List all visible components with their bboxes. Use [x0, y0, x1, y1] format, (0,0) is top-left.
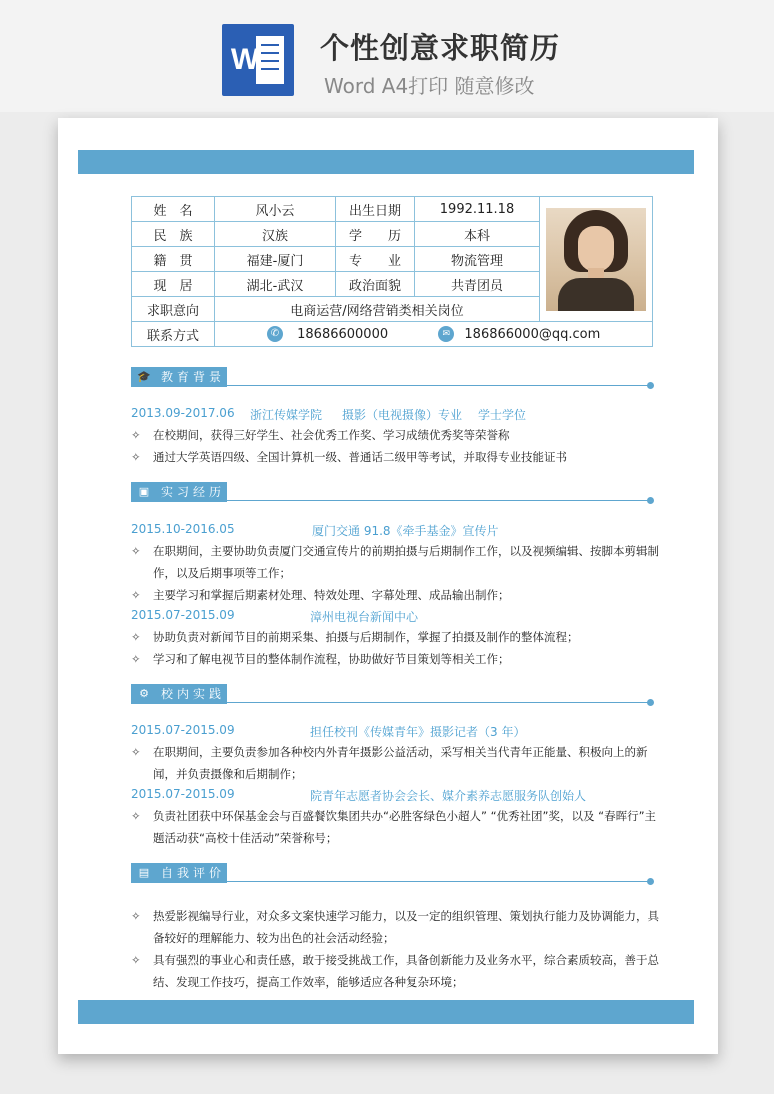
- edu-school: 浙江传媒学院: [250, 408, 323, 422]
- list-item: ✧ 具有强烈的事业心和责任感，敢于接受挑战工作，具备创新能力及业务水平，综合素质较高，善于总结、发现工作技巧，提高工作效率，能够适应各种复杂环境；: [131, 953, 659, 989]
- list-item: ✧ 在职期间，主要负责参加各种校内外青年摄影公益活动，采写相关当代青年正能量、积极向上的新闻，并负责摄像和后期制作；: [131, 745, 648, 781]
- gear-icon: ⚙: [139, 687, 149, 700]
- list-item: ✧ 通过大学英语四级、全国计算机一级、普通话二级甲等考试，并取得专业技能证书: [131, 450, 567, 464]
- native-value: 福建-厦门: [215, 247, 336, 272]
- notepad-icon: ▤: [138, 866, 150, 879]
- native-label: 籍 贯: [132, 247, 215, 272]
- edu-label: 学 历: [336, 222, 415, 247]
- contact-cell: [215, 322, 653, 347]
- birth-label: 出生日期: [336, 197, 415, 222]
- list-item: ✧ 负责社团获中环保基金会与百盛餐饮集团共办“必胜客绿色小超人” “优秀社团”奖，以及 “春晖行”主题活动获“高校十佳活动”荣誉称号；: [131, 809, 657, 845]
- job1-period: 2015.10-2016.05: [131, 522, 235, 536]
- campus2-period: 2015.07-2015.09: [131, 787, 235, 801]
- campus1-title: 担任校刊《传媒青年》摄影记者（3 年）: [310, 725, 526, 739]
- name-value: 风小云: [215, 197, 336, 222]
- resume-page: 姓 名 风小云 出生日期 1992.11.18 民 族 汉族 学 历 本科 籍 贯 福建-厦门 专 业 物流管理 现 居 湖北-武汉 政治面貌 共青团员 求职意向 电商运营/网络营销类相关岗位 联系方式 ✆ 18686600000 ✉ 186866000@qq.com 🎓 教育背景 2013.09-2017.06 浙江传媒学院 摄影（电视摄像）专业 学士学位 ✧ 在校期间，获得三好学生、社会优秀工作奖、学习成绩优秀奖等荣誉称 ✧ 通过大学英语四级、全国计算机一级、普通话二级甲等考试，并取得专业技能证书 ▣ 实习经历 2015.10-2016.05 厦门交通 91.8《牵手基金》宣传片 ✧ 在职期间，主要协助负责厦门交通宣传片的前期拍摄与后期制作工作，以及视频编辑、按脚本剪辑制作，以及后期事项等工作； ✧ 主要学习和掌握后期素材处理、特效处理、字幕处理、成品输出制作； 2015.07-2015.09 漳州电视台新闻中心 ✧ 协助负责对新闻节目的前期采集、拍摄与后期制作，掌握了拍摄及制作的整体流程； ✧ 学习和了解电视节目的整体制作流程，协助做好节目策划等相关工作； ⚙ 校内实践 2015.07-2015.09 担任校刊《传媒青年》摄影记者（3 年） ✧ 在职期间，主要负责参加各种校内外青年摄影公益活动，采写相关当代青年正能量、积极向上的新闻，并负责摄像和后期制作； 2015.07-2015.09 院青年志愿者协会会长、媒介素养志愿服务队创始人 ✧ 负责社团获中环保基金会与百盛餐饮集团共办“必胜客绿色小超人” “优秀社团”奖，以及 “春晖行”主题活动获“高校十佳活动”荣誉称号； ▤ 自我评价 ✧ 热爱影视编导行业，对众多文案快速学习能力，以及一定的组织管理、策划执行能力及协调能力，具备较好的理解能力、较为出色的社会活动经验； ✧ 具有强烈的事业心和责任感，敢于接受挑战工作，具备创新能力及业务水平，综合素质较高，善于总结、发现工作技巧，提高工作效率，能够适应各种复杂环境；: [58, 118, 718, 1054]
- header-banner: [0, 0, 774, 112]
- politics-value: 共青团员: [415, 272, 540, 297]
- major-value: 物流管理: [415, 247, 540, 272]
- job2-period: 2015.07-2015.09: [131, 608, 235, 622]
- banner-title: 个性创意求职简历: [320, 31, 561, 65]
- avatar: [546, 208, 646, 311]
- list-item: ✧ 主要学习和掌握后期素材处理、特效处理、字幕处理、成品输出制作；: [131, 588, 510, 602]
- edu-period: 2013.09-2017.06: [131, 406, 235, 420]
- intent-label: 求职意向: [132, 297, 215, 322]
- edu-value: 本科: [415, 222, 540, 247]
- politics-label: 政治面貌: [336, 272, 415, 297]
- list-item: ✧ 在校期间，获得三好学生、社会优秀工作奖、学习成绩优秀奖等荣誉称: [131, 428, 510, 442]
- campus2-title: 院青年志愿者协会会长、媒介素养志愿服务队创始人: [310, 789, 587, 803]
- job1-title: 厦门交通 91.8《牵手基金》宣传片: [312, 524, 499, 538]
- bottom-color-bar: [78, 1000, 694, 1024]
- contact-label: 联系方式: [132, 322, 215, 347]
- ethnic-value: 汉族: [215, 222, 336, 247]
- birth-value: 1992.11.18: [415, 197, 540, 222]
- graduation-cap-icon: 🎓: [137, 370, 151, 383]
- personal-info-table: [131, 196, 653, 347]
- job2-title: 漳州电视台新闻中心: [310, 610, 419, 624]
- edu-degree: 学士学位: [478, 408, 527, 422]
- photo-cell: [540, 197, 653, 322]
- intent-value: 电商运营/网络营销类相关岗位: [215, 297, 540, 322]
- major-label: 专 业: [336, 247, 415, 272]
- campus1-period: 2015.07-2015.09: [131, 723, 235, 737]
- phone-icon: ✆: [267, 326, 283, 342]
- list-item: ✧ 热爱影视编导行业，对众多文案快速学习能力，以及一定的组织管理、策划执行能力及协调能力，具备较好的理解能力、较为出色的社会活动经验；: [131, 909, 659, 945]
- word-icon: W: [222, 24, 294, 96]
- list-item: ✧ 在职期间，主要协助负责厦门交通宣传片的前期拍摄与后期制作工作，以及视频编辑、按脚本剪辑制作，以及后期事项等工作；: [131, 544, 659, 580]
- top-color-bar: [78, 150, 694, 174]
- ethnic-label: 民 族: [132, 222, 215, 247]
- residence-label: 现 居: [132, 272, 215, 297]
- email-icon: ✉: [438, 326, 454, 342]
- phone-value[interactable]: 18686600000: [297, 326, 389, 342]
- list-item: ✧ 协助负责对新闻节目的前期采集、拍摄与后期制作，掌握了拍摄及制作的整体流程；: [131, 630, 579, 644]
- email-value[interactable]: 186866000@qq.com: [464, 326, 601, 342]
- list-item: ✧ 学习和了解电视节目的整体制作流程，协助做好节目策划等相关工作；: [131, 652, 510, 666]
- briefcase-icon: ▣: [138, 485, 150, 498]
- residence-value: 湖北-武汉: [215, 272, 336, 297]
- banner-subtitle: Word A4打印 随意修改: [324, 74, 535, 98]
- name-label: 姓 名: [132, 197, 215, 222]
- edu-major: 摄影（电视摄像）专业: [342, 408, 463, 422]
